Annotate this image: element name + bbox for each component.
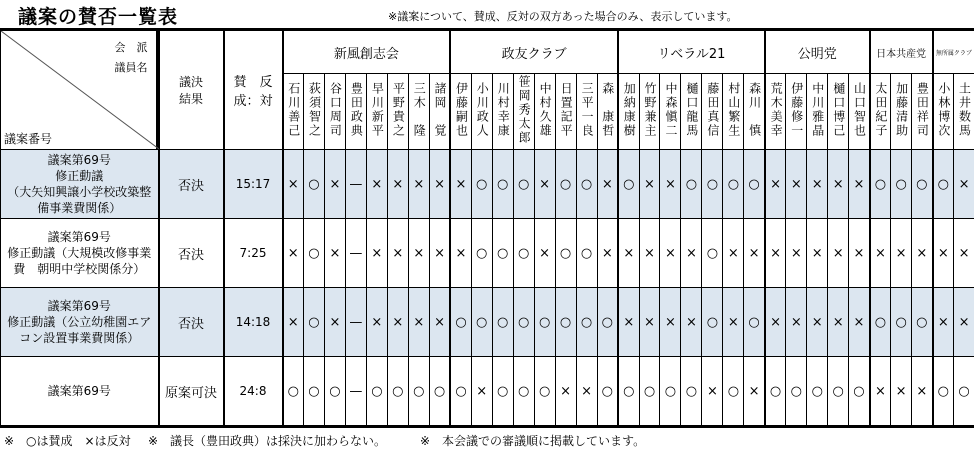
vote-cell: ○ [912, 288, 933, 357]
member-name-text: 荻須智之 [307, 82, 322, 139]
vote-cell: — [345, 288, 366, 357]
vote-cell: × [534, 219, 555, 288]
vote-cell: × [366, 150, 387, 219]
member-name [954, 74, 974, 150]
vote-cell: ○ [807, 357, 828, 427]
vote-cell: × [283, 219, 304, 288]
member-name [492, 74, 513, 150]
member-name [345, 74, 366, 150]
vote-cell: × [765, 288, 786, 357]
member-name [387, 74, 408, 150]
vote-cell: × [933, 219, 954, 288]
vote-cell: ○ [723, 357, 744, 427]
vote-cell: × [702, 357, 723, 427]
vote-cell: × [597, 150, 618, 219]
party-header: 無所属クラブ [933, 30, 974, 74]
vote-cell: × [660, 288, 681, 357]
vote-cell: ○ [492, 150, 513, 219]
member-name-text: 樋口博己 [831, 82, 846, 139]
vote-cell: × [681, 219, 702, 288]
vote-cell: × [366, 219, 387, 288]
vote-cell: ○ [492, 357, 513, 427]
vote-cell: ○ [597, 357, 618, 427]
member-name [303, 74, 324, 150]
vote-cell: ○ [639, 357, 660, 427]
vote-cell: × [639, 288, 660, 357]
vote-cell: × [933, 288, 954, 357]
vote-cell: × [660, 219, 681, 288]
vote-cell: × [639, 219, 660, 288]
vote-cell: × [450, 150, 471, 219]
vote-cell: ○ [828, 357, 849, 427]
vote-cell: × [555, 357, 576, 427]
vote-cell: ○ [576, 288, 597, 357]
member-name-text: 早川新平 [370, 82, 385, 139]
vote-cell: ○ [471, 288, 492, 357]
vote-cell: ○ [513, 288, 534, 357]
vote-cell: ○ [681, 357, 702, 427]
vote-cell: ○ [450, 288, 471, 357]
vote-cell: ○ [429, 357, 450, 427]
result-cell: 否決 [159, 150, 224, 219]
result-cell: 否決 [159, 288, 224, 357]
bill-label: 議案番号 [4, 132, 53, 146]
vote-cell: × [576, 357, 597, 427]
vote-cell: ○ [555, 288, 576, 357]
member-name-text: 加納康樹 [622, 82, 637, 139]
vote-cell: ○ [283, 357, 304, 427]
vote-cell: — [345, 357, 366, 427]
vote-cell: ○ [933, 150, 954, 219]
ratio-header: 賛 反 成：対 [224, 30, 283, 150]
vote-cell: × [807, 288, 828, 357]
vote-cell: ○ [891, 150, 912, 219]
member-name-text: 豊田政典 [349, 82, 364, 139]
member-name-text: 豊田祥司 [915, 82, 930, 139]
vote-cell: × [429, 219, 450, 288]
ratio-cell: 15:17 [224, 150, 283, 219]
member-name [534, 74, 555, 150]
vote-cell: × [534, 150, 555, 219]
member-name [912, 74, 933, 150]
footer-order-note: ※ 本会議での審議順に掲載しています。 [420, 434, 646, 448]
vote-cell: × [283, 150, 304, 219]
vote-cell: × [954, 288, 974, 357]
member-name-text: 諸岡 覚 [433, 82, 448, 139]
vote-cell: × [660, 150, 681, 219]
vote-cell: × [639, 150, 660, 219]
footer-chair-note: ※ 議長（豊田政典）は採決に加わらない。 [148, 434, 387, 448]
member-name [618, 74, 639, 150]
member-name-text: 樋口龍馬 [684, 82, 699, 139]
vote-cell: ○ [513, 357, 534, 427]
vote-cell: × [429, 150, 450, 219]
member-name [660, 74, 681, 150]
member-name-text: 川村幸康 [496, 82, 511, 139]
vote-cell: ○ [702, 219, 723, 288]
vote-cell: ○ [744, 150, 765, 219]
member-name-text: 三木 隆 [412, 82, 427, 139]
vote-cell: ○ [534, 288, 555, 357]
member-name [597, 74, 618, 150]
vote-cell: ○ [786, 357, 807, 427]
vote-cell: × [828, 219, 849, 288]
table-row [1, 219, 974, 288]
vote-cell: ○ [471, 150, 492, 219]
member-name-text: 笹岡秀太郎 [517, 75, 532, 146]
member-name [828, 74, 849, 150]
member-name [849, 74, 870, 150]
vote-cell: ○ [618, 150, 639, 219]
vote-cell: × [408, 288, 429, 357]
member-name [576, 74, 597, 150]
vote-cell: — [345, 150, 366, 219]
vote-cell: × [828, 150, 849, 219]
vote-cell: ○ [912, 150, 933, 219]
ratio-cell: 24:8 [224, 357, 283, 427]
member-name-text: 三平一良 [580, 82, 595, 139]
member-name [513, 74, 534, 150]
member-name-text: 土井数馬 [957, 82, 972, 139]
member-name [723, 74, 744, 150]
vote-cell: × [891, 219, 912, 288]
member-name-text: 小林博次 [936, 82, 951, 139]
vote-cell: × [765, 219, 786, 288]
vote-cell: × [450, 219, 471, 288]
vote-cell: × [408, 219, 429, 288]
vote-cell: × [618, 219, 639, 288]
vote-cell: × [912, 219, 933, 288]
member-name-text: 中森愼二 [663, 82, 678, 139]
vote-cell: ○ [618, 357, 639, 427]
member-name [283, 74, 304, 150]
vote-cell: ○ [576, 219, 597, 288]
vote-cell: × [366, 288, 387, 357]
vote-cell: ○ [702, 150, 723, 219]
bill-name: 議案第69号 [1, 357, 159, 427]
member-name [807, 74, 828, 150]
vote-cell: ○ [849, 357, 870, 427]
vote-cell: ○ [555, 219, 576, 288]
vote-cell: × [807, 150, 828, 219]
vote-cell: ○ [534, 357, 555, 427]
member-name [366, 74, 387, 150]
vote-cell: × [765, 150, 786, 219]
vote-cell: ○ [450, 357, 471, 427]
member-name [408, 74, 429, 150]
result-cell: 原案可決 [159, 357, 224, 427]
vote-cell: ○ [933, 357, 954, 427]
bill-name: 議案第69号 修正動議 （大矢知興譲小学校改築整 備事業費関係） [1, 150, 159, 219]
vote-cell: × [387, 150, 408, 219]
vote-cell: ○ [303, 219, 324, 288]
party-label: 会 派 [114, 41, 148, 54]
vote-cell: × [828, 288, 849, 357]
vote-cell: ○ [660, 357, 681, 427]
bill-name: 議案第69号 修正動議（公立幼稚園エア コン設置事業費関係） [1, 288, 159, 357]
vote-cell: × [408, 150, 429, 219]
vote-cell: × [597, 219, 618, 288]
member-name-text: 太田紀子 [873, 82, 888, 139]
vote-cell: × [912, 357, 933, 427]
vote-cell: ○ [324, 357, 345, 427]
member-name [933, 74, 954, 150]
vote-cell: ○ [303, 357, 324, 427]
vote-cell: ○ [870, 288, 891, 357]
vote-cell: ○ [702, 288, 723, 357]
member-name [555, 74, 576, 150]
member-name-text: 伊藤嗣也 [454, 82, 469, 139]
display-note: ※議案について、賛成、反対の双方あった場合のみ、表示しています。 [388, 10, 738, 23]
vote-cell: × [324, 288, 345, 357]
member-name [765, 74, 786, 150]
corner-header [1, 30, 159, 150]
vote-table [0, 28, 974, 428]
member-name-text: 森川 慎 [747, 82, 762, 139]
vote-cell: × [786, 219, 807, 288]
vote-cell: ○ [597, 288, 618, 357]
party-header: リベラル21 [618, 30, 765, 74]
member-name [681, 74, 702, 150]
member-name-text: 谷口周司 [328, 82, 343, 139]
vote-cell: ○ [471, 219, 492, 288]
vote-cell: × [891, 357, 912, 427]
vote-cell: ○ [576, 150, 597, 219]
vote-cell: × [618, 288, 639, 357]
vote-cell: × [429, 288, 450, 357]
member-name-text: 伊藤修一 [789, 82, 804, 139]
bill-name: 議案第69号 修正動議（大規模改修事業 費 朝明中学校関係分） [1, 219, 159, 288]
member-label: 議員名 [114, 61, 148, 74]
vote-cell: × [849, 219, 870, 288]
vote-cell: × [849, 288, 870, 357]
member-name [786, 74, 807, 150]
vote-cell: ○ [408, 357, 429, 427]
vote-cell: × [387, 219, 408, 288]
vote-cell: ○ [492, 288, 513, 357]
table-row [1, 288, 974, 357]
vote-cell: ○ [303, 288, 324, 357]
member-name [471, 74, 492, 150]
vote-cell: ○ [681, 150, 702, 219]
member-name [450, 74, 471, 150]
vote-cell: × [283, 288, 304, 357]
member-name [324, 74, 345, 150]
member-name-text: 加藤清助 [894, 82, 909, 139]
member-name-text: 平野貴之 [391, 82, 406, 139]
party-header: 日本共産党 [870, 30, 933, 74]
member-name-text: 小川政人 [475, 82, 490, 139]
page-title: 議案の賛否一覧表 [18, 6, 179, 28]
member-name-text: 中川雅晶 [810, 82, 825, 139]
vote-cell: × [471, 357, 492, 427]
party-header: 公明党 [765, 30, 870, 74]
vote-cell: × [954, 150, 974, 219]
vote-cell: × [324, 219, 345, 288]
vote-cell: ○ [366, 357, 387, 427]
vote-cell: × [723, 288, 744, 357]
vote-cell: ○ [765, 357, 786, 427]
vote-cell: × [870, 357, 891, 427]
member-name [639, 74, 660, 150]
member-name [870, 74, 891, 150]
member-name-text: 中村久雄 [538, 82, 553, 139]
vote-cell: × [786, 288, 807, 357]
vote-cell: ○ [891, 288, 912, 357]
member-name [744, 74, 765, 150]
vote-cell: × [807, 219, 828, 288]
vote-cell: ○ [555, 150, 576, 219]
vote-cell: ○ [513, 219, 534, 288]
member-name [702, 74, 723, 150]
footer-legend: ※ ○は賛成 ×は反対 [4, 434, 131, 448]
member-name-text: 荒木美幸 [769, 82, 784, 139]
member-name-text: 竹野兼主 [642, 82, 657, 139]
party-header: 政友クラブ [450, 30, 618, 74]
vote-cell: × [870, 219, 891, 288]
ratio-cell: 7:25 [224, 219, 283, 288]
member-name-text: 藤田真信 [705, 82, 720, 139]
table-row [1, 150, 974, 219]
vote-cell: ○ [513, 150, 534, 219]
vote-cell: ○ [744, 288, 765, 357]
party-header: 新風創志会 [283, 30, 451, 74]
vote-cell: × [786, 150, 807, 219]
member-name-text: 山口智也 [852, 82, 867, 139]
vote-cell: × [744, 357, 765, 427]
vote-cell: × [744, 219, 765, 288]
ratio-cell: 14:18 [224, 288, 283, 357]
member-name-text: 村山繁生 [726, 82, 741, 139]
member-name [891, 74, 912, 150]
vote-cell: × [387, 288, 408, 357]
vote-cell: × [723, 219, 744, 288]
member-name-text: 日置記平 [559, 82, 574, 139]
member-name-text: 森 康哲 [600, 82, 615, 139]
vote-cell: ○ [870, 150, 891, 219]
vote-cell: ○ [492, 219, 513, 288]
member-name [429, 74, 450, 150]
table-row [1, 357, 974, 427]
vote-cell: — [345, 219, 366, 288]
vote-cell: × [849, 150, 870, 219]
vote-cell: × [324, 150, 345, 219]
result-cell: 否決 [159, 219, 224, 288]
vote-cell: × [681, 288, 702, 357]
vote-cell: ○ [723, 150, 744, 219]
vote-cell: ○ [387, 357, 408, 427]
vote-cell: ○ [954, 357, 974, 427]
member-name-text: 石川善己 [286, 82, 301, 139]
result-header: 議決 結果 [159, 30, 224, 150]
vote-cell: × [954, 219, 974, 288]
vote-cell: ○ [303, 150, 324, 219]
